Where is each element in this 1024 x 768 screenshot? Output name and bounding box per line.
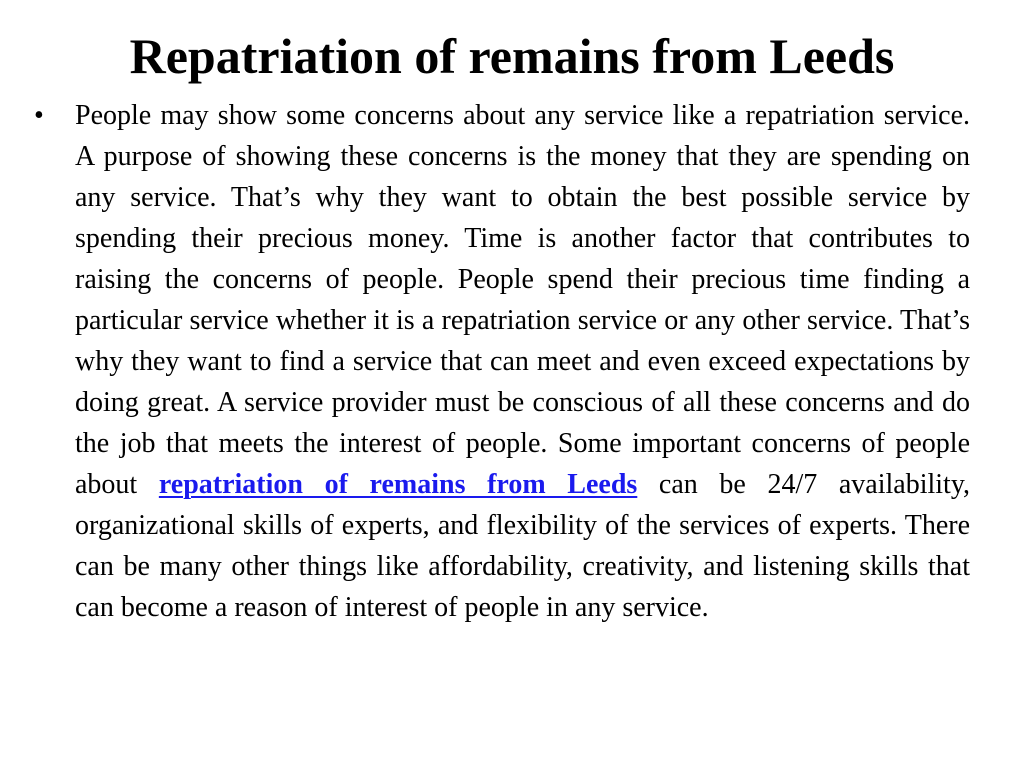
bullet-paragraph xyxy=(75,95,970,628)
slide-title: Repatriation of remains from Leeds xyxy=(129,28,895,84)
bullet-item xyxy=(34,95,970,628)
bullet-icon: • xyxy=(34,100,44,131)
paragraph-text-before-link: People may show some concerns about any service like a repatriation service. A purpose of showing these concerns is the money that they are spending on any service. That’s why they want to obtain the best possible service by spending their precious money. Time is another factor that contributes to raising the concerns of people. People spend their precious time finding a particular service whether it is a repatriation service or any other service. That’s why they want to find a service that can meet and even exceed expectations by doing great. A service provider must be conscious of all these concerns and do the job that meets the interest of people. Some important concerns of people about xyxy=(75,100,970,500)
paragraph-text-after-link: can be 24/7 availability, organizational skills of experts, and flexibility of the services of experts. There can be many other things like affordability, creativity, and listening skills that can become a reason of interest of people in any service. xyxy=(75,469,970,623)
repatriation-link[interactable]: repatriation of remains from Leeds xyxy=(158,469,638,500)
